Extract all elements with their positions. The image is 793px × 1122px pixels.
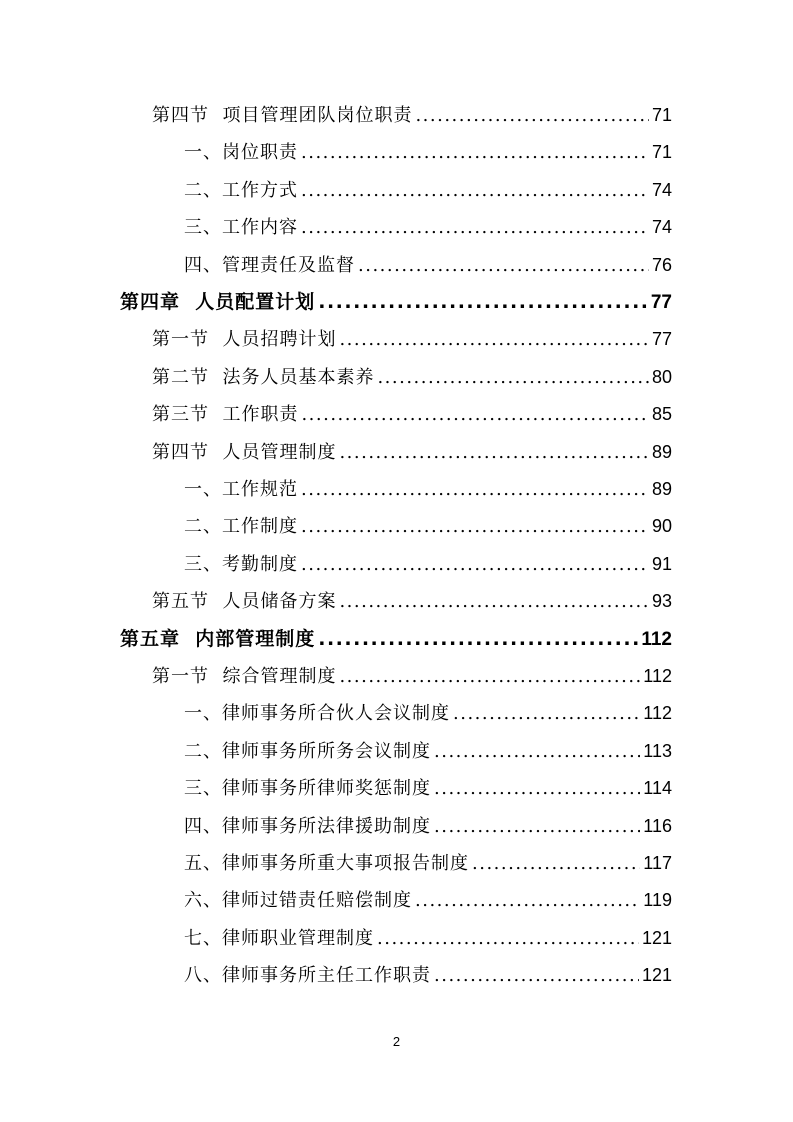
toc-entry-title: 一、律师事务所合伙人会议制度	[184, 703, 450, 725]
toc-entry-page: 77	[651, 329, 672, 350]
toc-entry[interactable]	[0, 212, 672, 242]
toc-entry-page: 89	[651, 479, 672, 499]
toc-entry-title: 三、律师事务所律师奖惩制度	[184, 778, 431, 800]
toc-entry-title: 第四节 项目管理团队岗位职责	[152, 105, 413, 126]
toc-entry-page: 116	[643, 815, 672, 836]
toc-dot-leader	[339, 325, 649, 355]
toc-dot-leader	[301, 512, 649, 542]
toc-entry[interactable]	[0, 698, 672, 728]
toc-entry[interactable]	[0, 773, 672, 803]
toc-entry-title: 第五节 人员储备方案	[152, 591, 337, 613]
toc-entry-page: 117	[643, 853, 672, 873]
toc-dot-leader	[434, 737, 640, 767]
toc-entry[interactable]	[0, 811, 672, 841]
toc-entry-title: 第四节 人员管理制度	[152, 441, 337, 463]
toc-entry-title: 三、考勤制度	[184, 553, 298, 575]
toc-dot-leader	[453, 699, 640, 729]
toc-entry-title: 第一节 综合管理制度	[152, 666, 337, 687]
toc-dot-leader	[318, 624, 638, 654]
toc-entry-title: 第一节 人员招聘计划	[152, 329, 337, 351]
toc-entry[interactable]	[0, 624, 672, 654]
toc-entry-page: 76	[651, 254, 672, 275]
toc-dot-leader	[301, 400, 649, 430]
page-number: 2	[392, 1034, 401, 1049]
toc-entry-page: 90	[651, 516, 672, 537]
toc-entry-page: 74	[651, 179, 672, 200]
toc-dot-leader	[339, 587, 649, 617]
toc-entry[interactable]	[0, 923, 672, 953]
toc-entry-page: 112	[641, 628, 672, 650]
toc-dot-leader	[318, 287, 648, 317]
toc-entry-page: 91	[651, 553, 672, 574]
toc-entry-page: 80	[651, 366, 672, 387]
toc-entry-page: 112	[643, 703, 672, 724]
toc-entry-page: 112	[643, 666, 672, 686]
toc-entry-title: 四、管理责任及监督	[184, 254, 355, 276]
toc-dot-leader	[301, 475, 649, 505]
toc-entry-title: 二、律师事务所所务会议制度	[184, 740, 431, 762]
toc-entry-page: 93	[651, 591, 672, 612]
toc-dot-leader	[472, 849, 640, 879]
toc-entry[interactable]	[0, 960, 672, 990]
toc-entry[interactable]	[0, 474, 672, 504]
toc-entry[interactable]	[0, 549, 672, 579]
toc-entry-title: 第二节 法务人员基本素养	[152, 366, 375, 388]
toc-dot-leader	[434, 961, 639, 991]
toc-entry[interactable]	[0, 137, 672, 167]
toc-entry-title: 八、律师事务所主任工作职责	[184, 965, 431, 987]
toc-dot-leader	[301, 176, 649, 206]
toc-dot-leader	[301, 550, 649, 580]
toc-dot-leader	[358, 251, 649, 281]
toc-entry-title: 第三节 工作职责	[152, 404, 299, 426]
toc-dot-leader	[339, 438, 649, 468]
toc-entry[interactable]	[0, 736, 672, 766]
toc-dot-leader	[301, 138, 649, 168]
toc-entry-title: 第四章 人员配置计划	[120, 291, 316, 313]
toc-entry[interactable]	[0, 100, 672, 130]
toc-entry-title: 二、工作制度	[184, 516, 298, 538]
toc-entry[interactable]	[0, 250, 672, 280]
toc-entry-page: 113	[643, 740, 672, 761]
toc-entry-page: 119	[643, 890, 672, 911]
toc-dot-leader	[301, 213, 649, 243]
toc-entry-page: 77	[650, 292, 672, 313]
toc-entry[interactable]	[0, 362, 672, 392]
toc-entry-page: 74	[651, 217, 672, 238]
toc-dot-leader	[415, 101, 649, 131]
toc-dot-leader	[434, 774, 640, 804]
toc-entry-title: 二、工作方式	[184, 179, 298, 201]
toc-dot-leader	[377, 924, 639, 954]
toc-entry[interactable]	[0, 399, 672, 429]
toc-entry[interactable]	[0, 848, 672, 878]
toc-dot-leader	[377, 363, 649, 393]
toc-entry-title: 一、工作规范	[184, 479, 298, 500]
toc-entry[interactable]	[0, 586, 672, 616]
toc-entry[interactable]	[0, 511, 672, 541]
toc-entry[interactable]	[0, 885, 672, 915]
toc-entry-page: 114	[643, 778, 672, 799]
toc-entry-page: 85	[651, 404, 672, 425]
toc-entry-page: 121	[641, 965, 672, 986]
toc-dot-leader	[415, 886, 640, 916]
toc-entry-page: 71	[651, 142, 672, 163]
toc-entry-title: 第五章 内部管理制度	[120, 627, 316, 650]
toc-dot-leader	[434, 812, 640, 842]
toc-entry-title: 五、律师事务所重大事项报告制度	[184, 853, 469, 874]
toc-entry-title: 一、岗位职责	[184, 142, 298, 164]
toc-entry-page: 121	[641, 927, 672, 948]
toc-entry-title: 三、工作内容	[184, 217, 298, 239]
toc-entry-title: 四、律师事务所法律援助制度	[184, 815, 431, 837]
toc-entry[interactable]	[0, 324, 672, 354]
toc-dot-leader	[339, 662, 640, 692]
toc-entry-page: 71	[651, 105, 672, 125]
toc-entry-title: 六、律师过错责任赔偿制度	[184, 890, 412, 912]
toc-entry[interactable]	[0, 661, 672, 691]
toc-entry[interactable]	[0, 287, 672, 317]
toc-entry[interactable]	[0, 175, 672, 205]
toc-entry[interactable]	[0, 437, 672, 467]
toc-entry-title: 七、律师职业管理制度	[184, 927, 374, 949]
toc-entry-page: 89	[651, 441, 672, 462]
